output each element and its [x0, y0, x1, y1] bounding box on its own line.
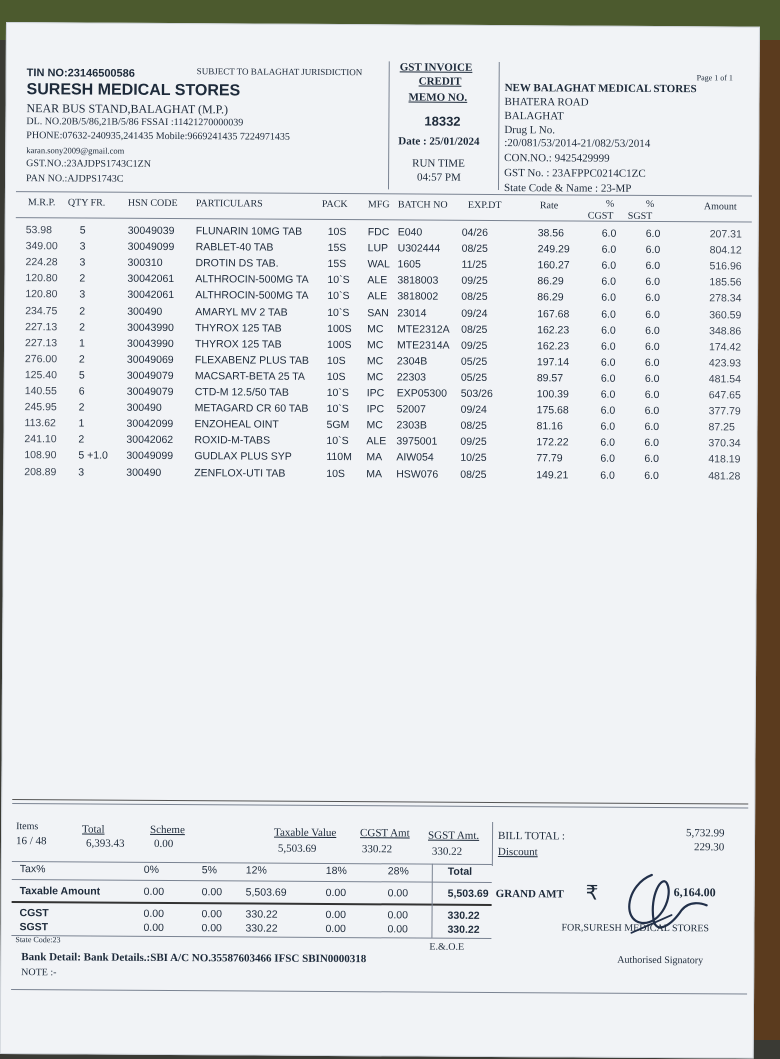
col-sgst-pct: %	[645, 198, 655, 210]
item-mrp: 120.80	[25, 288, 58, 301]
item-rate: 89.57	[536, 372, 564, 385]
item-exp: 09/24	[460, 403, 487, 417]
item-hsn: 30049099	[126, 450, 174, 463]
seller-gst: GST.NO.:23AJDPS1743C1ZN	[26, 158, 152, 170]
item-rate: 197.14	[536, 356, 570, 369]
item-exp: 09/25	[460, 436, 487, 449]
item-amount: 481.28	[708, 469, 741, 482]
grand-amount-label: GRAND AMT	[495, 888, 564, 901]
total-label: Total	[82, 823, 105, 836]
col-rate: Rate	[539, 200, 559, 212]
item-hsn: 30043990	[127, 337, 174, 350]
seller-email: karan.sony2009@gmail.com	[26, 145, 125, 156]
item-name: GUDLAX PLUS SYP	[194, 450, 292, 464]
item-cgst: 6.0	[601, 227, 617, 240]
item-rate: 162.23	[536, 339, 570, 353]
col-exp: EXP.DT	[467, 199, 502, 212]
memo-label: MEMO NO.	[408, 91, 468, 104]
item-mrp: 227.13	[25, 320, 58, 333]
col-qty: QTY FR.	[67, 197, 106, 209]
item-sgst: 6.0	[644, 469, 659, 482]
item-batch: MTE2314A	[396, 339, 450, 352]
tax-row-cell: 330.22	[245, 922, 278, 935]
item-mfg: ALE	[366, 435, 387, 448]
invoice-paper	[0, 22, 760, 1059]
buyer-gst: GST No. : 23AFPPC0214C1ZC	[504, 167, 646, 180]
item-mrp: 234.75	[25, 304, 58, 317]
run-time-label: RUN TIME	[412, 157, 465, 170]
item-hsn: 300490	[127, 305, 163, 318]
item-batch: 3975001	[396, 435, 438, 448]
buyer-contact: CON.NO.: 9425429999	[504, 152, 610, 165]
item-name: THYROX 125 TAB	[195, 337, 282, 351]
tax-header-cell: 0%	[143, 863, 160, 876]
scheme-value: 0.00	[153, 837, 174, 851]
item-rate: 100.39	[536, 388, 569, 401]
col-cgst-pct: %	[605, 198, 615, 210]
item-amount: 360.59	[709, 308, 742, 321]
item-batch: 1605	[397, 258, 421, 271]
discount-value: 229.30	[693, 841, 725, 854]
item-rate: 86.29	[537, 291, 564, 304]
tax-row-cell: 330.22	[245, 908, 278, 921]
scheme-label: Scheme	[150, 823, 185, 837]
item-pack: 100S	[327, 322, 352, 335]
item-rate: 175.68	[536, 404, 569, 417]
item-hsn: 30042061	[127, 289, 175, 302]
item-mrp: 140.55	[24, 385, 57, 398]
item-exp: 04/26	[461, 226, 489, 239]
item-rate: 162.23	[537, 323, 570, 337]
item-sgst: 6.0	[645, 227, 661, 241]
item-amount: 481.54	[708, 373, 741, 386]
item-mrp: 245.95	[24, 401, 57, 414]
item-mfg: MA	[366, 467, 383, 480]
item-name: FLUNARIN 10MG TAB	[195, 225, 303, 238]
grand-amount-value: 6,164.00	[673, 885, 716, 900]
item-hsn: 30042099	[126, 417, 174, 431]
item-cgst: 6.0	[600, 388, 616, 401]
invoice-mode: CREDIT	[418, 75, 462, 88]
item-hsn: 30049069	[126, 353, 174, 366]
taxable-value: 5,503.69	[277, 842, 317, 855]
sgst-amt-value: 330.22	[431, 845, 463, 858]
item-batch: EXP05300	[396, 387, 447, 400]
tax-row-cell: 0.00	[143, 907, 165, 920]
col-amount: Amount	[703, 201, 737, 213]
item-cgst: 6.0	[600, 436, 616, 450]
item-sgst: 6.0	[645, 260, 661, 273]
item-hsn: 30049039	[127, 224, 175, 238]
tax-header-cell: Tax%	[19, 863, 46, 876]
buyer-drug-label: Drug L No.	[504, 124, 556, 137]
item-cgst: 6.0	[600, 404, 616, 417]
item-pack: 5GM	[326, 419, 350, 432]
jurisdiction: SUBJECT TO BALAGHAT JURISDICTION	[196, 66, 363, 78]
item-mrp: 224.28	[25, 256, 58, 269]
item-amount: 377.79	[708, 405, 741, 418]
eoe: E.&.O.E	[429, 941, 465, 953]
item-qty: 2	[79, 321, 86, 334]
item-mfg: WAL	[367, 258, 390, 271]
bill-total-value: 5,732.99	[686, 827, 725, 840]
tax-row-cell: 0.00	[201, 922, 222, 935]
item-pack: 10S	[326, 370, 346, 383]
seller-dl: DL. NO.20B/5/86,21B/5/86 FSSAI :11421270000039	[26, 116, 244, 129]
item-exp: 09/25	[461, 275, 488, 288]
item-mfg: ALE	[367, 274, 388, 287]
bill-total-label: BILL TOTAL :	[498, 830, 566, 843]
item-batch: U302444	[397, 242, 441, 255]
item-sgst: 6.0	[644, 437, 660, 450]
item-amount: 423.93	[708, 357, 742, 370]
item-qty: 2	[78, 353, 85, 366]
tax-header-cell: 5%	[201, 864, 218, 877]
item-pack: 110M	[326, 451, 352, 464]
item-qty: 2	[79, 272, 86, 285]
tax-row-cell: 0.00	[201, 886, 223, 899]
item-qty: 5 +1.0	[78, 449, 108, 463]
item-mrp: 108.90	[24, 449, 57, 462]
item-amount: 647.65	[708, 389, 741, 402]
item-amount: 516.96	[709, 260, 742, 273]
item-hsn: 300490	[126, 401, 162, 415]
item-qty: 1	[79, 337, 85, 350]
tax-row-cell: 0.00	[387, 923, 408, 936]
item-mrp: 208.89	[24, 465, 57, 478]
seller-address: NEAR BUS STAND,BALAGHAT (M.P.)	[26, 101, 229, 117]
tax-row-cell: 5,503.69	[245, 886, 287, 899]
item-cgst: 6.0	[601, 308, 616, 321]
item-rate: 149.21	[536, 468, 569, 481]
seller-tin: TIN NO:23146500586	[26, 67, 135, 80]
item-mfg: IPC	[366, 403, 385, 416]
item-sgst: 6.0	[644, 421, 660, 434]
rupee-icon: ₹	[585, 880, 599, 905]
item-hsn: 30049079	[126, 385, 174, 399]
item-mrp: 227.13	[25, 336, 58, 350]
item-batch: AIW054	[396, 451, 434, 465]
item-qty: 5	[79, 224, 86, 237]
item-exp: 08/25	[460, 468, 487, 481]
cgst-amt-label: CGST Amt	[360, 827, 410, 840]
item-mrp: 120.80	[25, 272, 58, 285]
item-sgst: 6.0	[645, 244, 661, 257]
item-amount: 278.34	[709, 292, 742, 305]
item-cgst: 6.0	[600, 340, 616, 353]
tax-header-cell: 18%	[325, 864, 347, 878]
item-exp: 05/25	[460, 355, 488, 368]
item-batch: HSW076	[396, 467, 439, 481]
item-batch: 52007	[396, 403, 426, 416]
tax-row-cell: 0.00	[325, 886, 347, 900]
item-pack: 10S	[327, 225, 347, 239]
item-exp: 05/25	[460, 371, 488, 384]
item-amount: 418.19	[708, 453, 741, 466]
item-batch: 3818003	[397, 274, 439, 287]
tax-row-cell: 0.00	[325, 908, 347, 922]
tax-row-label: SGST	[19, 921, 49, 934]
item-mfg: MC	[366, 338, 384, 351]
item-cgst: 6.0	[600, 469, 615, 482]
item-rate: 167.68	[537, 307, 570, 320]
item-sgst: 6.0	[645, 292, 660, 305]
item-qty: 3	[79, 240, 86, 253]
note: NOTE :-	[21, 967, 57, 979]
item-amount: 185.56	[709, 276, 742, 289]
item-exp: 10/25	[460, 452, 487, 465]
item-mfg: IPC	[366, 387, 385, 400]
item-qty: 5	[78, 369, 85, 382]
item-name: ROXID-M-TABS	[194, 434, 271, 447]
item-rate: 38.56	[537, 227, 565, 240]
item-cgst: 6.0	[601, 243, 617, 256]
item-exp: 11/25	[461, 258, 488, 272]
item-cgst: 6.0	[600, 420, 616, 433]
item-mfg: MA	[366, 451, 383, 464]
tax-row-label: Taxable Amount	[19, 885, 101, 898]
tax-row-cell: 0.00	[143, 885, 165, 898]
item-mrp: 53.98	[25, 224, 53, 237]
tax-row-cell: 0.00	[387, 909, 409, 922]
item-exp: 09/24	[461, 307, 488, 320]
invoice-date: Date : 25/01/2024	[398, 135, 480, 148]
item-mrp: 241.10	[24, 433, 57, 446]
item-exp: 08/25	[460, 419, 487, 433]
item-hsn: 30049079	[126, 369, 174, 382]
item-batch: 3818002	[397, 290, 439, 304]
buyer-drug-number: :20/081/53/2014-21/082/53/2014	[504, 137, 651, 150]
item-sgst: 6.0	[645, 308, 660, 321]
item-qty: 3	[79, 256, 86, 269]
item-mfg: ALE	[367, 290, 388, 303]
item-mrp: 125.40	[24, 369, 58, 382]
item-mfg: MC	[367, 322, 384, 335]
for-store: FOR,SURESH MEDICAL STORES	[561, 922, 710, 935]
item-name: ENZOHEAL OINT	[194, 418, 279, 431]
item-name: ALTHROCIN-500MG TA	[195, 273, 309, 287]
buyer-state: State Code & Name : 23-MP	[503, 182, 632, 195]
item-cgst: 6.0	[601, 292, 616, 305]
item-mrp: 276.00	[24, 352, 58, 366]
item-amount: 174.42	[708, 340, 742, 354]
col-sgst: SGST	[627, 210, 653, 222]
item-sgst: 6.0	[645, 324, 660, 337]
item-rate: 172.22	[536, 436, 569, 449]
item-name: RABLET-40 TAB	[195, 241, 274, 254]
buyer-name: NEW BALAGHAT MEDICAL STORES	[504, 82, 697, 96]
item-name: MACSART-BETA 25 TA	[194, 370, 305, 383]
item-rate: 77.79	[536, 452, 563, 465]
tax-header-cell: Total	[447, 865, 473, 878]
col-pack: PACK	[321, 198, 348, 211]
col-particulars: PARTICULARS	[195, 198, 263, 210]
run-time: 04:57 PM	[417, 171, 461, 184]
item-hsn: 30042061	[127, 273, 175, 286]
item-mrp: 113.62	[24, 417, 56, 430]
item-name: ALTHROCIN-500MG TA	[195, 289, 309, 303]
tax-row-cell: 5,503.69	[447, 887, 489, 900]
item-pack: 10S	[326, 467, 345, 480]
state-code: State Code:23	[15, 935, 61, 945]
col-mfg: MFG	[367, 199, 390, 211]
item-hsn: 30042062	[126, 434, 174, 447]
item-hsn: 30043990	[127, 321, 174, 334]
item-sgst: 6.0	[644, 356, 660, 369]
tax-row-cell: 0.00	[387, 887, 409, 900]
item-pack: 10`S	[327, 290, 350, 303]
item-cgst: 6.0	[600, 356, 616, 369]
item-batch: 23014	[397, 306, 427, 320]
item-mfg: MC	[366, 355, 384, 368]
item-cgst: 6.0	[601, 324, 616, 337]
item-exp: 09/25	[460, 339, 488, 352]
buyer-address-1: BHATERA ROAD	[504, 96, 589, 109]
seller-name: SURESH MEDICAL STORES	[26, 81, 241, 100]
item-sgst: 6.0	[644, 340, 660, 353]
item-name: CTD-M 12.5/50 TAB	[194, 386, 289, 399]
bank-details: Bank Detail: Bank Details.:SBI A/C NO.35587603466 IFSC SBIN0000318	[21, 951, 367, 966]
item-cgst: 6.0	[601, 259, 617, 272]
item-pack: 10`S	[326, 435, 349, 448]
item-name: DROTIN DS TAB.	[195, 257, 279, 270]
item-amount: 87.25	[708, 421, 735, 434]
col-hsn: HSN CODE	[127, 197, 178, 210]
item-qty: 3	[79, 288, 86, 301]
tax-header-cell: 28%	[387, 865, 409, 878]
item-rate: 81.16	[536, 420, 563, 433]
item-name: AMARYL MV 2 TAB	[195, 305, 288, 319]
item-sgst: 6.0	[644, 405, 660, 418]
item-qty: 1	[78, 417, 85, 430]
item-hsn: 30049099	[127, 240, 175, 254]
invoice-type: GST INVOICE	[399, 61, 473, 74]
item-mfg: SAN	[367, 306, 389, 319]
item-pack: 15S	[327, 242, 347, 255]
item-pack: 10`S	[327, 274, 350, 287]
item-cgst: 6.0	[600, 372, 616, 385]
item-exp: 08/25	[461, 242, 488, 256]
item-rate: 160.27	[537, 259, 570, 272]
sgst-amt-label: SGST Amt.	[428, 829, 480, 842]
item-qty: 6	[78, 385, 85, 398]
item-rate: 249.29	[537, 243, 570, 256]
item-amount: 207.31	[709, 228, 742, 241]
item-rate: 86.29	[537, 275, 564, 288]
item-pack: 15S	[327, 258, 347, 271]
item-qty: 3	[78, 465, 85, 478]
item-sgst: 6.0	[644, 453, 659, 466]
item-cgst: 6.0	[601, 275, 617, 289]
seller-phone: PHONE:07632-240935,241435 Mobile:9669241435 7224971435	[26, 130, 290, 143]
item-amount: 348.86	[709, 324, 742, 338]
item-batch: 22303	[396, 371, 427, 384]
item-mfg: LUP	[367, 242, 389, 255]
item-batch: 2303B	[396, 419, 427, 432]
item-mfg: FDC	[367, 226, 390, 239]
item-cgst: 6.0	[600, 453, 615, 466]
tax-row-cell: 330.22	[447, 909, 480, 922]
item-name: METAGARD CR 60 TAB	[194, 402, 309, 415]
item-name: ZENFLOX-UTI TAB	[194, 466, 286, 480]
tax-row-cell: 0.00	[143, 921, 164, 934]
item-hsn: 300490	[126, 466, 162, 479]
item-batch: 2304B	[396, 355, 428, 368]
page-number: Page 1 of 1	[696, 73, 733, 83]
item-amount: 370.34	[708, 437, 741, 450]
item-hsn: 300310	[127, 256, 163, 270]
item-batch: E040	[397, 226, 423, 239]
authorised-signatory: Authorised Signatory	[617, 954, 704, 967]
total-value: 6,393.43	[85, 837, 125, 850]
item-sgst: 6.0	[644, 372, 660, 385]
item-name: FLEXABENZ PLUS TAB	[194, 353, 309, 367]
item-mfg: MC	[366, 419, 383, 432]
item-pack: 100S	[326, 338, 352, 351]
tax-row-cell: 0.00	[325, 922, 346, 936]
items-value: 16 / 48	[15, 835, 47, 848]
buyer-address-2: BALAGHAT	[504, 110, 564, 123]
discount-label: Discount	[497, 846, 538, 859]
item-qty: 2	[78, 433, 85, 446]
col-mrp: M.R.P.	[27, 197, 56, 209]
col-batch: BATCH NO	[397, 199, 448, 211]
tax-row-label: CGST	[19, 907, 49, 920]
taxable-value-label: Taxable Value	[274, 826, 337, 840]
memo-number: 18332	[424, 113, 461, 129]
item-exp: 08/25	[461, 323, 488, 336]
item-pack: 10`S	[327, 306, 350, 319]
item-exp: 503/26	[460, 387, 493, 400]
item-qty: 2	[78, 401, 85, 414]
col-cgst: CGST	[587, 210, 614, 222]
item-amount: 804.12	[709, 244, 742, 257]
item-name: THYROX 125 TAB	[195, 321, 282, 335]
item-sgst: 6.0	[644, 388, 660, 401]
seller-pan: PAN NO.:AJDPS1743C	[26, 173, 124, 185]
item-batch: MTE2312A	[397, 322, 450, 336]
tax-row-cell: 330.22	[447, 923, 480, 936]
item-mrp: 349.00	[25, 240, 58, 253]
cgst-amt-value: 330.22	[361, 843, 393, 856]
tax-header-cell: 12%	[245, 864, 267, 877]
items-label: Items	[16, 821, 39, 833]
item-pack: 10S	[326, 354, 346, 367]
item-mfg: MC	[366, 371, 384, 384]
item-qty: 2	[79, 304, 86, 317]
item-pack: 10`S	[326, 386, 349, 400]
item-sgst: 6.0	[645, 276, 661, 289]
item-pack: 10`S	[326, 403, 349, 416]
item-exp: 08/25	[461, 291, 488, 304]
tax-row-cell: 0.00	[201, 908, 223, 921]
